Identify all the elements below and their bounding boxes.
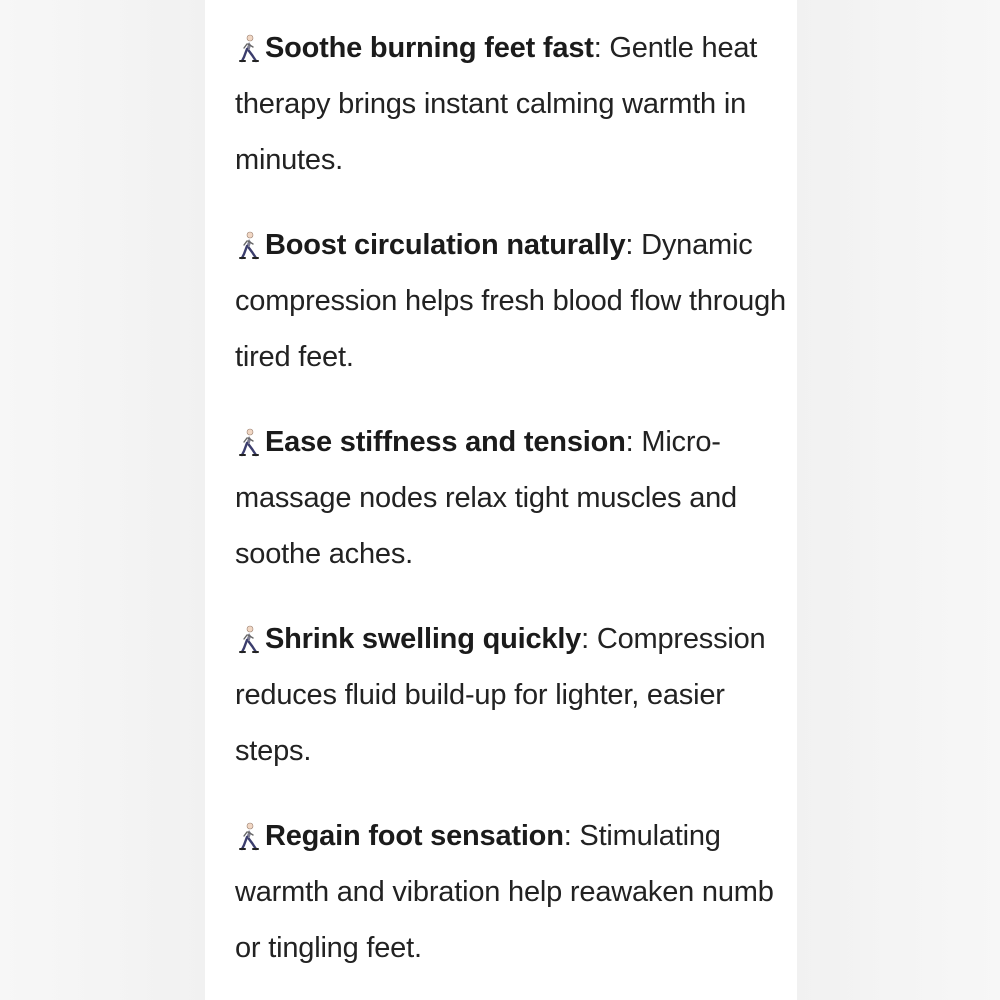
benefit-title: Shrink swelling quickly: [265, 623, 582, 655]
benefit-separator: :: [593, 32, 602, 64]
benefit-item: [235, 217, 797, 385]
benefit-separator: :: [581, 623, 589, 655]
benefit-title: Boost circulation naturally: [265, 229, 626, 261]
benefit-title: Ease stiffness and tension: [265, 426, 626, 458]
benefit-separator: :: [625, 426, 634, 458]
benefit-title: Regain foot sensation: [265, 820, 564, 852]
walking-person-icon: [235, 420, 263, 450]
benefit-text: Stimulating warmth and vibration help reawaken numb or tingling feet.: [235, 820, 774, 964]
benefit-item: [235, 414, 797, 582]
benefit-separator: :: [563, 820, 572, 852]
benefit-text: Gentle heat therapy brings instant calming warmth in minutes.: [235, 32, 758, 176]
walking-person-icon: [235, 26, 263, 56]
right-background: [795, 0, 1000, 1000]
benefit-item: [235, 20, 797, 188]
benefit-text: Dynamic compression helps fresh blood flow through tired feet.: [235, 229, 786, 373]
benefit-text: Compression reduces fluid build-up for lighter, easier steps.: [235, 623, 766, 767]
walking-person-icon: [235, 223, 263, 253]
benefit-item: [235, 808, 797, 976]
benefit-item: [235, 611, 797, 779]
walking-person-icon: [235, 814, 263, 844]
benefit-separator: :: [625, 229, 634, 261]
left-background: [0, 0, 205, 1000]
walking-person-icon: [235, 617, 263, 647]
benefit-title: Soothe burning feet fast: [265, 32, 594, 64]
content-panel: [205, 0, 797, 1000]
benefits-list: [235, 20, 797, 976]
benefit-text: Micro-massage nodes relax tight muscles and soothe aches.: [235, 426, 737, 570]
